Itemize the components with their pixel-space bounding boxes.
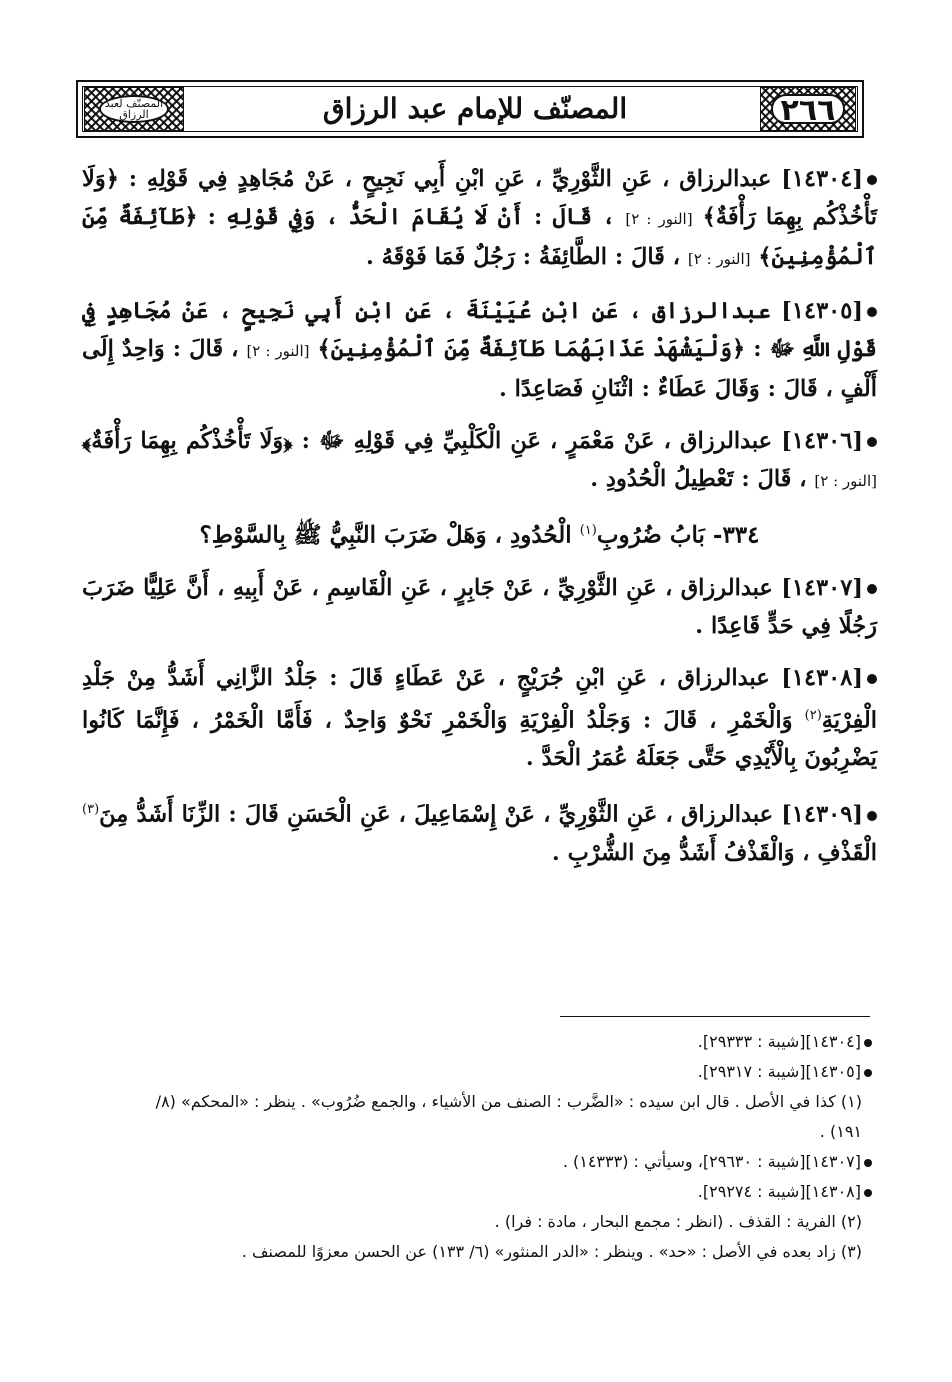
hadith-14306: [82, 422, 877, 500]
hadith-text-continued: وَالْخَمْرِ ، قَالَ : وَجَلْدُ الْفِرْيَةِ وَالْخَمْرِ نَحْوٌ وَاحِدٌ ، فَأَمَّا الْخَمْرُ ، فَإِنَّمَا كَانُوا يَضْرِبُونَ بِالْأَيْدِي حَتَّى جَعَلَهُ عُمَرُ الْحَدَّ .: [82, 707, 877, 772]
hadith-text-continued: ، قَالَ : أَنْ لَا يُقَامَ الْحَدُّ ، وَفِي قَوْلِهِ : ﴿طَآئِفَةٌ مِّنَ ٱلْمُؤْمِنِينَ﴾: [82, 204, 877, 270]
footnote-ref: [150, 1147, 872, 1177]
main-text: [82, 160, 877, 886]
hadith-text: عبدالرزاق ، عَنِ ابْنِ عُيَيْنَةَ ، عَنِ ابْنِ أَبِي نَجِيحٍ ، عَنْ مُجَاهِدٍ فِي قَوْلِ اللَّهِ ﷻ : ﴿وَلْيَشْهَدْ عَذَابَهُمَا طَآئِفَةٌ مِّنَ ٱلْمُؤْمِنِينَ﴾: [82, 298, 877, 362]
footnote-note: [150, 1237, 872, 1267]
bullet-icon: [864, 1039, 872, 1047]
footnote-mark: (٣): [82, 802, 100, 818]
footnote-mark: (١): [579, 523, 597, 538]
hadith-text-continued: ، قَالَ : تَعْطِيلُ الْحُدُودِ .: [590, 466, 807, 492]
hadith-number: [١٤٣٠٧]: [781, 574, 863, 601]
footnote-text: [١٤٣٠٧][شيبة : ٢٩٦٣٠]، وسيأتي : (١٤٣٣٣) .: [562, 1152, 861, 1171]
hadith-text-end: ، قَالَ : الطَّائِفَةُ : رَجُلٌ فَمَا فَوْقَهُ .: [365, 244, 681, 270]
book-title: المصنّف للإمام عبد الرزاق: [322, 91, 628, 125]
footnote-text: (٢) الفرية : القذف . (انظر : مجمع البحار ، مادة : فرا) .: [494, 1212, 862, 1231]
hadith-14309: [82, 791, 877, 872]
footnote-text: [١٤٣٠٥][شيبة : ٢٩٣١٧].: [697, 1062, 861, 1081]
bullet-icon: [864, 1159, 872, 1167]
quran-reference: [النور : ٢]: [625, 210, 693, 228]
hadith-number: [١٤٣٠٨]: [781, 664, 864, 691]
hadith-14308: [82, 659, 877, 778]
hadith-text: عبدالرزاق ، عَنِ الثَّوْرِيِّ ، عَنْ جَابِرٍ ، عَنِ الْقَاسِمِ ، عَنْ أَبِيهِ ، أَنَّ عَلِيًّا ضَرَبَ رَجُلًا فِي حَدٍّ قَاعِدًا .: [82, 574, 877, 639]
footnote-mark: (٢): [804, 707, 822, 723]
quran-reference: [النور : ٢]: [814, 472, 877, 490]
hadith-14304: [82, 160, 877, 278]
hadith-number: [١٤٣٠٥]: [781, 298, 863, 324]
footnote-text: (٣) زاد بعده في الأصل : «حد» . وينظر : «الدر المنثور» (٦/ ١٣٣) عن الحسن معزوًا للمصنف .: [241, 1242, 862, 1261]
footnote-text: [١٤٣٠٤][شيبة : ٢٩٣٣٣].: [697, 1032, 861, 1051]
running-header: [76, 80, 864, 138]
bullet-icon: [867, 437, 877, 447]
emblem-ornament-icon: [84, 87, 184, 131]
hadith-text-continued: ، قَالَ : وَاحِدٌ إِلَى أَلْفٍ ، قَالَ : وَقَالَ عَطَاءٌ : اثْنَانِ فَصَاعِدًا .: [82, 336, 877, 402]
footnote-ref: [150, 1177, 872, 1207]
footnote-note: [150, 1207, 872, 1237]
footnote-text: (١) كذا في الأصل . قال ابن سيده : «الضَّرب : الصنف من الأشياء ، والجمع ضُرُوب» . ينظر : «المحكم» (٨/ ١٩١) .: [155, 1092, 862, 1141]
quran-reference: [النور : ٢]: [687, 250, 751, 268]
bullet-icon: [867, 674, 877, 684]
bullet-icon: [867, 811, 877, 821]
hadith-14307: [82, 569, 877, 645]
footnote-ref: [150, 1057, 872, 1087]
bullet-icon: [864, 1189, 872, 1197]
hadith-text: عبدالرزاق ، عَنِ الثَّوْرِيِّ ، عَنْ إِسْمَاعِيلَ ، عَنِ الْحَسَنِ قَالَ : الزِّنَا أَشَدُّ مِنَ: [99, 801, 774, 828]
hadith-text-continued: الْقَذْفِ ، وَالْقَذْفُ أَشَدُّ مِنَ الشُّرْبِ .: [551, 839, 877, 866]
footnote-note: [150, 1087, 872, 1147]
footnote-separator: [560, 1016, 870, 1017]
chapter-title-start: ٣٣٤- بَابُ ضُرُوبِ: [596, 521, 760, 549]
quran-reference: [النور : ٢]: [246, 342, 310, 360]
hadith-number: [١٤٣٠٦]: [781, 428, 863, 454]
hadith-text: عبدالرزاق ، عَنِ الثَّوْرِيِّ ، عَنِ ابْنِ أَبِي نَجِيحٍ ، عَنْ مُجَاهِدٍ فِي قَوْلِهِ : ﴿وَلَا تَأْخُذْكُم بِهِمَا رَأْفَةٌ﴾: [82, 166, 878, 230]
hadith-number: [١٤٣٠٤]: [781, 166, 863, 192]
hadith-text: عبدالرزاق ، عَنْ مَعْمَرٍ ، عَنِ الْكَلْبِيِّ فِي قَوْلِهِ ﷻ : ﴿وَلَا تَأْخُذْكُم بِهِمَا رَأْفَةٌ﴾: [82, 428, 773, 454]
emblem-text: المصنّف لعبد الرزاق: [99, 95, 169, 123]
footnotes: [150, 1027, 872, 1267]
bullet-icon: [864, 1069, 872, 1077]
bullet-icon: [867, 175, 877, 185]
bullet-icon: [867, 307, 877, 317]
bullet-icon: [867, 584, 877, 594]
page-number-ornament-icon: [760, 87, 856, 131]
chapter-heading: [82, 514, 877, 553]
hadith-14305: [82, 292, 877, 408]
footnote-text: [١٤٣٠٨][شيبة : ٢٩٢٧٤].: [697, 1182, 861, 1201]
hadith-text: عبدالرزاق ، عَنِ ابْنِ جُرَيْجٍ ، عَنْ عَطَاءٍ قَالَ : جَلْدُ الزَّانِي أَشَدُّ مِنْ جَلْدِ الْفِرْيَةِ: [82, 664, 877, 734]
chapter-title-end: الْحُدُودِ ، وَهَلْ ضَرَبَ النَّبِيُّ ﷺ بِالسَّوْطِ؟: [199, 521, 572, 549]
hadith-number: [١٤٣٠٩]: [781, 801, 863, 828]
footnote-ref: [150, 1027, 872, 1057]
page-number: ٢٦٦: [780, 92, 836, 128]
